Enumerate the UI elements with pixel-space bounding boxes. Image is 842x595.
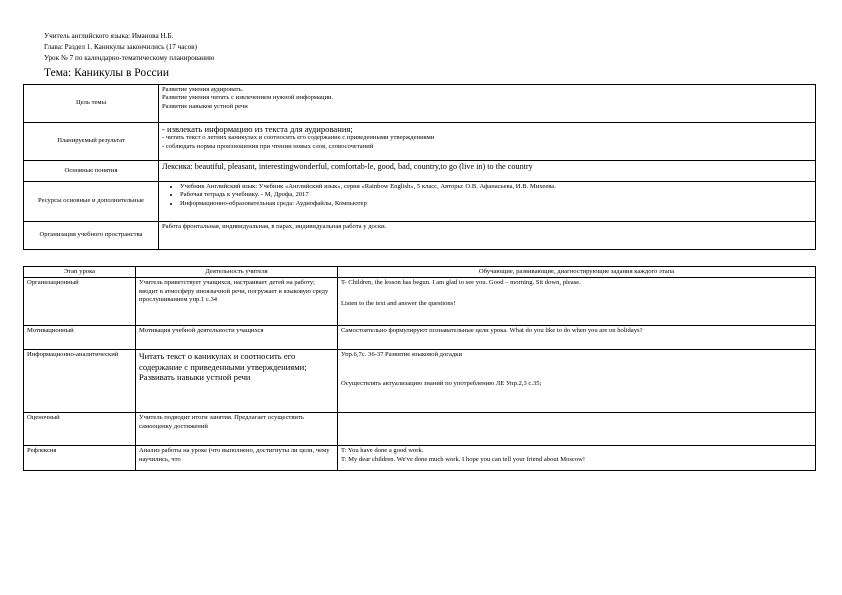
lexis-words: beautiful, pleasant, interestingwonderful, comfortab-le, good, bad, country,to go (live in) to the country xyxy=(192,162,533,171)
task-line: T: My dear children. We've done much work. I hope you can tell your friend about Moscow! xyxy=(341,455,586,463)
table-row xyxy=(24,413,816,446)
teacher-cell: Анализ работы на уроке (что выполнено, достигнуты ли цели, чему научились, что xyxy=(136,446,338,471)
task-line: Listen to the text and answer the questions! xyxy=(341,299,456,307)
teacher-cell: Читать текст о каникулах и соотносить его содержание с приведенными утверждениями; Развивать навыки устной речи xyxy=(136,350,338,413)
teacher-line: Учитель английского языка: Иманова Н.Б. xyxy=(44,32,174,40)
stages-header-row xyxy=(24,267,816,278)
stage-cell: Информационно-аналитический xyxy=(24,350,136,413)
goal-line: Развитие навыков устной речи xyxy=(162,102,248,110)
column-header: Этап урока xyxy=(24,267,136,278)
goal-line: Развитие умения читать с извлечением нужной информации. xyxy=(162,94,334,102)
lesson-info-table xyxy=(23,84,816,250)
goal-row xyxy=(24,85,816,123)
row-label: Организация учебного пространства xyxy=(24,222,159,250)
table-row xyxy=(24,350,816,413)
teacher-cell: Учитель подводит итоги занятия. Предлагает осуществить самооценку достижений xyxy=(136,413,338,446)
concepts-row xyxy=(24,161,816,182)
stage-cell: Мотивационный xyxy=(24,326,136,350)
lexis-cell xyxy=(159,161,816,182)
result-line: - извлекать информацию из текста для аудирования; xyxy=(162,124,353,134)
result-line: - соблюдать нормы произношения при чтении новых слов, словосочетаний xyxy=(162,142,374,150)
tasks-cell xyxy=(338,278,816,326)
task-line: T: You have done a good work. xyxy=(341,447,424,455)
task-line: Упр.6,7с. 36-37 Развитие языковой догадки xyxy=(341,351,463,359)
task-line: T- Children, the lesson has begun. I am glad to see you. Good – morning. Sit down, please. xyxy=(341,279,581,287)
row-label: Основные понятия xyxy=(24,161,159,182)
teacher-cell: Мотивация учебной деятельности учащихся xyxy=(136,326,338,350)
row-label: Цель темы xyxy=(24,85,159,123)
stage-cell: Оценочный xyxy=(24,413,136,446)
organization-row xyxy=(24,222,816,250)
lesson-line: Урок № 7 по календарно-тематическому планированию xyxy=(44,54,215,62)
resources-row xyxy=(24,182,816,222)
table-row xyxy=(24,446,816,471)
goal-cell xyxy=(159,85,816,123)
lesson-stages-table xyxy=(23,266,816,471)
result-cell xyxy=(159,123,816,161)
organization-cell: Работа фронтальная, индивидуальная, в парах, индивидуальная работа у доски. xyxy=(159,222,816,250)
resources-cell xyxy=(159,182,816,222)
goal-line: Развитие умения аудировать. xyxy=(162,86,244,93)
row-label: Планируемый результат xyxy=(24,123,159,161)
tasks-cell xyxy=(338,446,816,471)
result-line: - читать текст о летних каникулах и соотносить его содержание с приведенными утверждениями xyxy=(162,134,435,142)
stage-cell: Организационный xyxy=(24,278,136,326)
result-row xyxy=(24,123,816,161)
teacher-cell: Учитель приветствует учащихся, настраивает детей на работу; вводит в атмосферу иноязычной речи, погружает в языковую среду прослушиванием упр.1 с.34 xyxy=(136,278,338,326)
table-row xyxy=(24,326,816,350)
column-header: Обучающие, развивающие, диагностирующие задания каждого этапа xyxy=(338,267,816,278)
page-title: Тема: Каникулы в России xyxy=(44,67,169,79)
row-label: Ресурсы основные и дополнительные xyxy=(24,182,159,222)
chapter-line: Глава: Раздел 1. Каникулы закончились (17 часов) xyxy=(44,43,197,51)
resource-item: • Учебник Английский язык: Учебник «Английский язык», серия «Rainbow English», 5 класс, Авторы: О.В. Афанасьева, И.В. Михеева. xyxy=(180,183,812,191)
lexis-label: Лексика: xyxy=(162,162,193,171)
stage-cell: Рефлексия xyxy=(24,446,136,471)
table-row xyxy=(24,278,816,326)
tasks-cell xyxy=(338,413,816,446)
task-line: Осуществлять актуализацию знаний по употреблению ЛЕ Упр.2,3 с.35; xyxy=(341,379,542,387)
column-header: Деятельность учителя xyxy=(136,267,338,278)
resource-item: • Информационно-образовательная среда: Аудиофайлы, Компьютер xyxy=(180,200,812,208)
tasks-cell: Самостоятельно формулируют познавательные цели урока. What do you like to do when you are on holidays? xyxy=(338,326,816,350)
resource-item: • Рабочая тетрадь к учебнику. - М, Дрофа, 2017 xyxy=(180,191,812,199)
tasks-cell xyxy=(338,350,816,413)
